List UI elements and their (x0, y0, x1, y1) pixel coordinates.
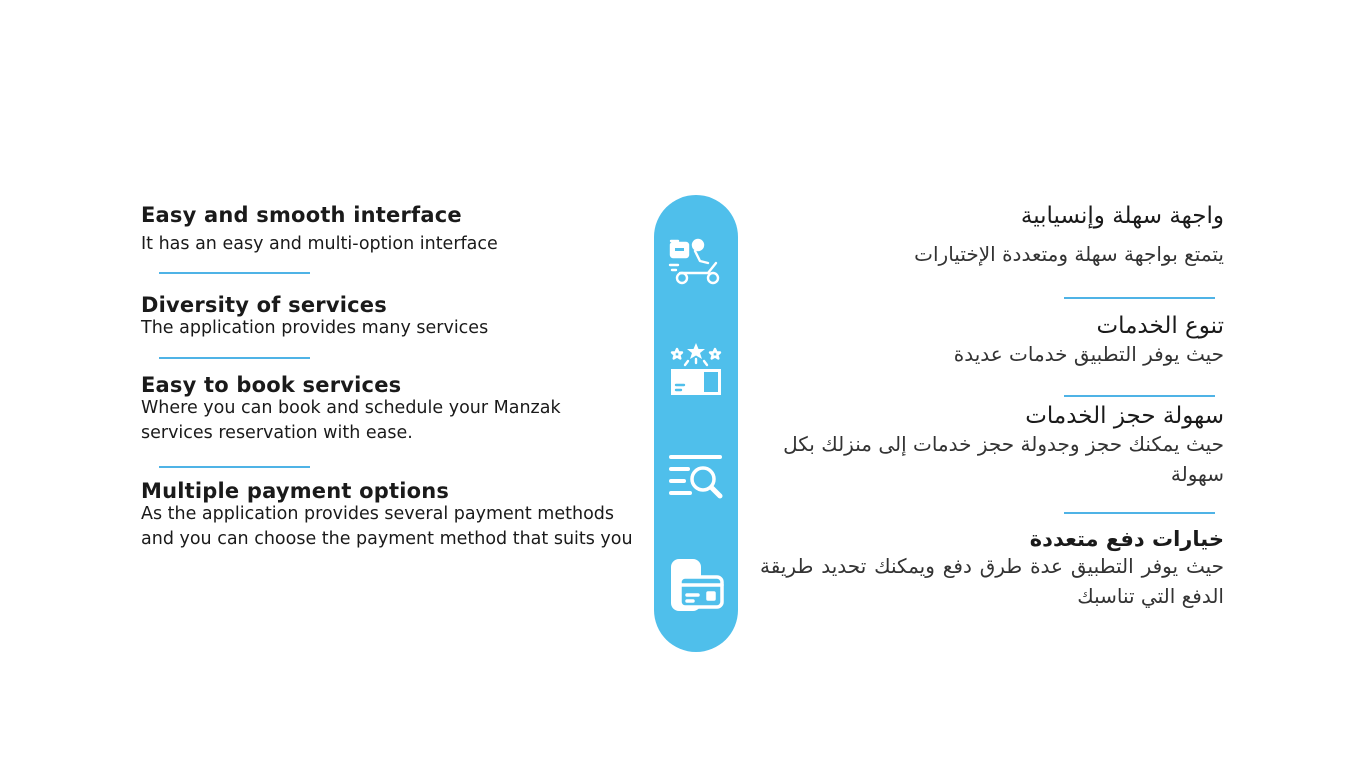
feature-title: Diversity of services (141, 293, 387, 317)
feature-description: It has an easy and multi-option interface (141, 234, 498, 254)
feature-title: خيارات دفع متعددة (1029, 527, 1224, 551)
feature-en-payment (141, 479, 641, 552)
feature-en-booking (141, 373, 641, 446)
feature-description: As the application provides several payment methods and you can choose the payment method that suits you (141, 504, 633, 549)
feature-ar-services (760, 313, 1224, 369)
feature-description: حيث يوفر التطبيق خدمات عديدة (953, 342, 1224, 366)
feature-en-services (141, 293, 641, 341)
feature-ar-booking (760, 403, 1224, 489)
separator (159, 357, 310, 359)
icon-strip (654, 195, 738, 652)
feature-title: تنوع الخدمات (1096, 313, 1224, 339)
separator (1064, 395, 1215, 397)
separator (1064, 297, 1215, 299)
feature-title: سهولة حجز الخدمات (1025, 403, 1224, 429)
separator (159, 272, 310, 274)
feature-ar-payment (760, 527, 1224, 611)
feature-title: Easy and smooth interface (141, 203, 462, 227)
payment-card-icon (668, 557, 724, 613)
feature-description: حيث يوفر التطبيق عدة طرق دفع ويمكنك تحديد طريقة الدفع التي تناسبك (760, 554, 1224, 608)
feature-ar-interface (760, 203, 1224, 269)
feature-description: يتمتع بواجهة سهلة ومتعددة الإختيارات (914, 242, 1224, 266)
feature-en-interface (141, 203, 641, 257)
delivery-scooter-icon (668, 233, 724, 289)
search-list-icon (668, 450, 724, 506)
feature-description: The application provides many services (141, 318, 489, 338)
feature-description: Where you can book and schedule your Manzak services reservation with ease. (141, 398, 561, 443)
feature-title: واجهة سهلة وإنسيابية (1020, 203, 1224, 229)
feature-description: حيث يمكنك حجز وجدولة حجز خدمات إلى منزلك بكل سهولة (783, 432, 1224, 486)
feature-title: Multiple payment options (141, 479, 450, 503)
separator (159, 466, 310, 468)
service-box-stars-icon (668, 341, 724, 397)
separator (1064, 512, 1215, 514)
feature-title: Easy to book services (141, 373, 402, 397)
